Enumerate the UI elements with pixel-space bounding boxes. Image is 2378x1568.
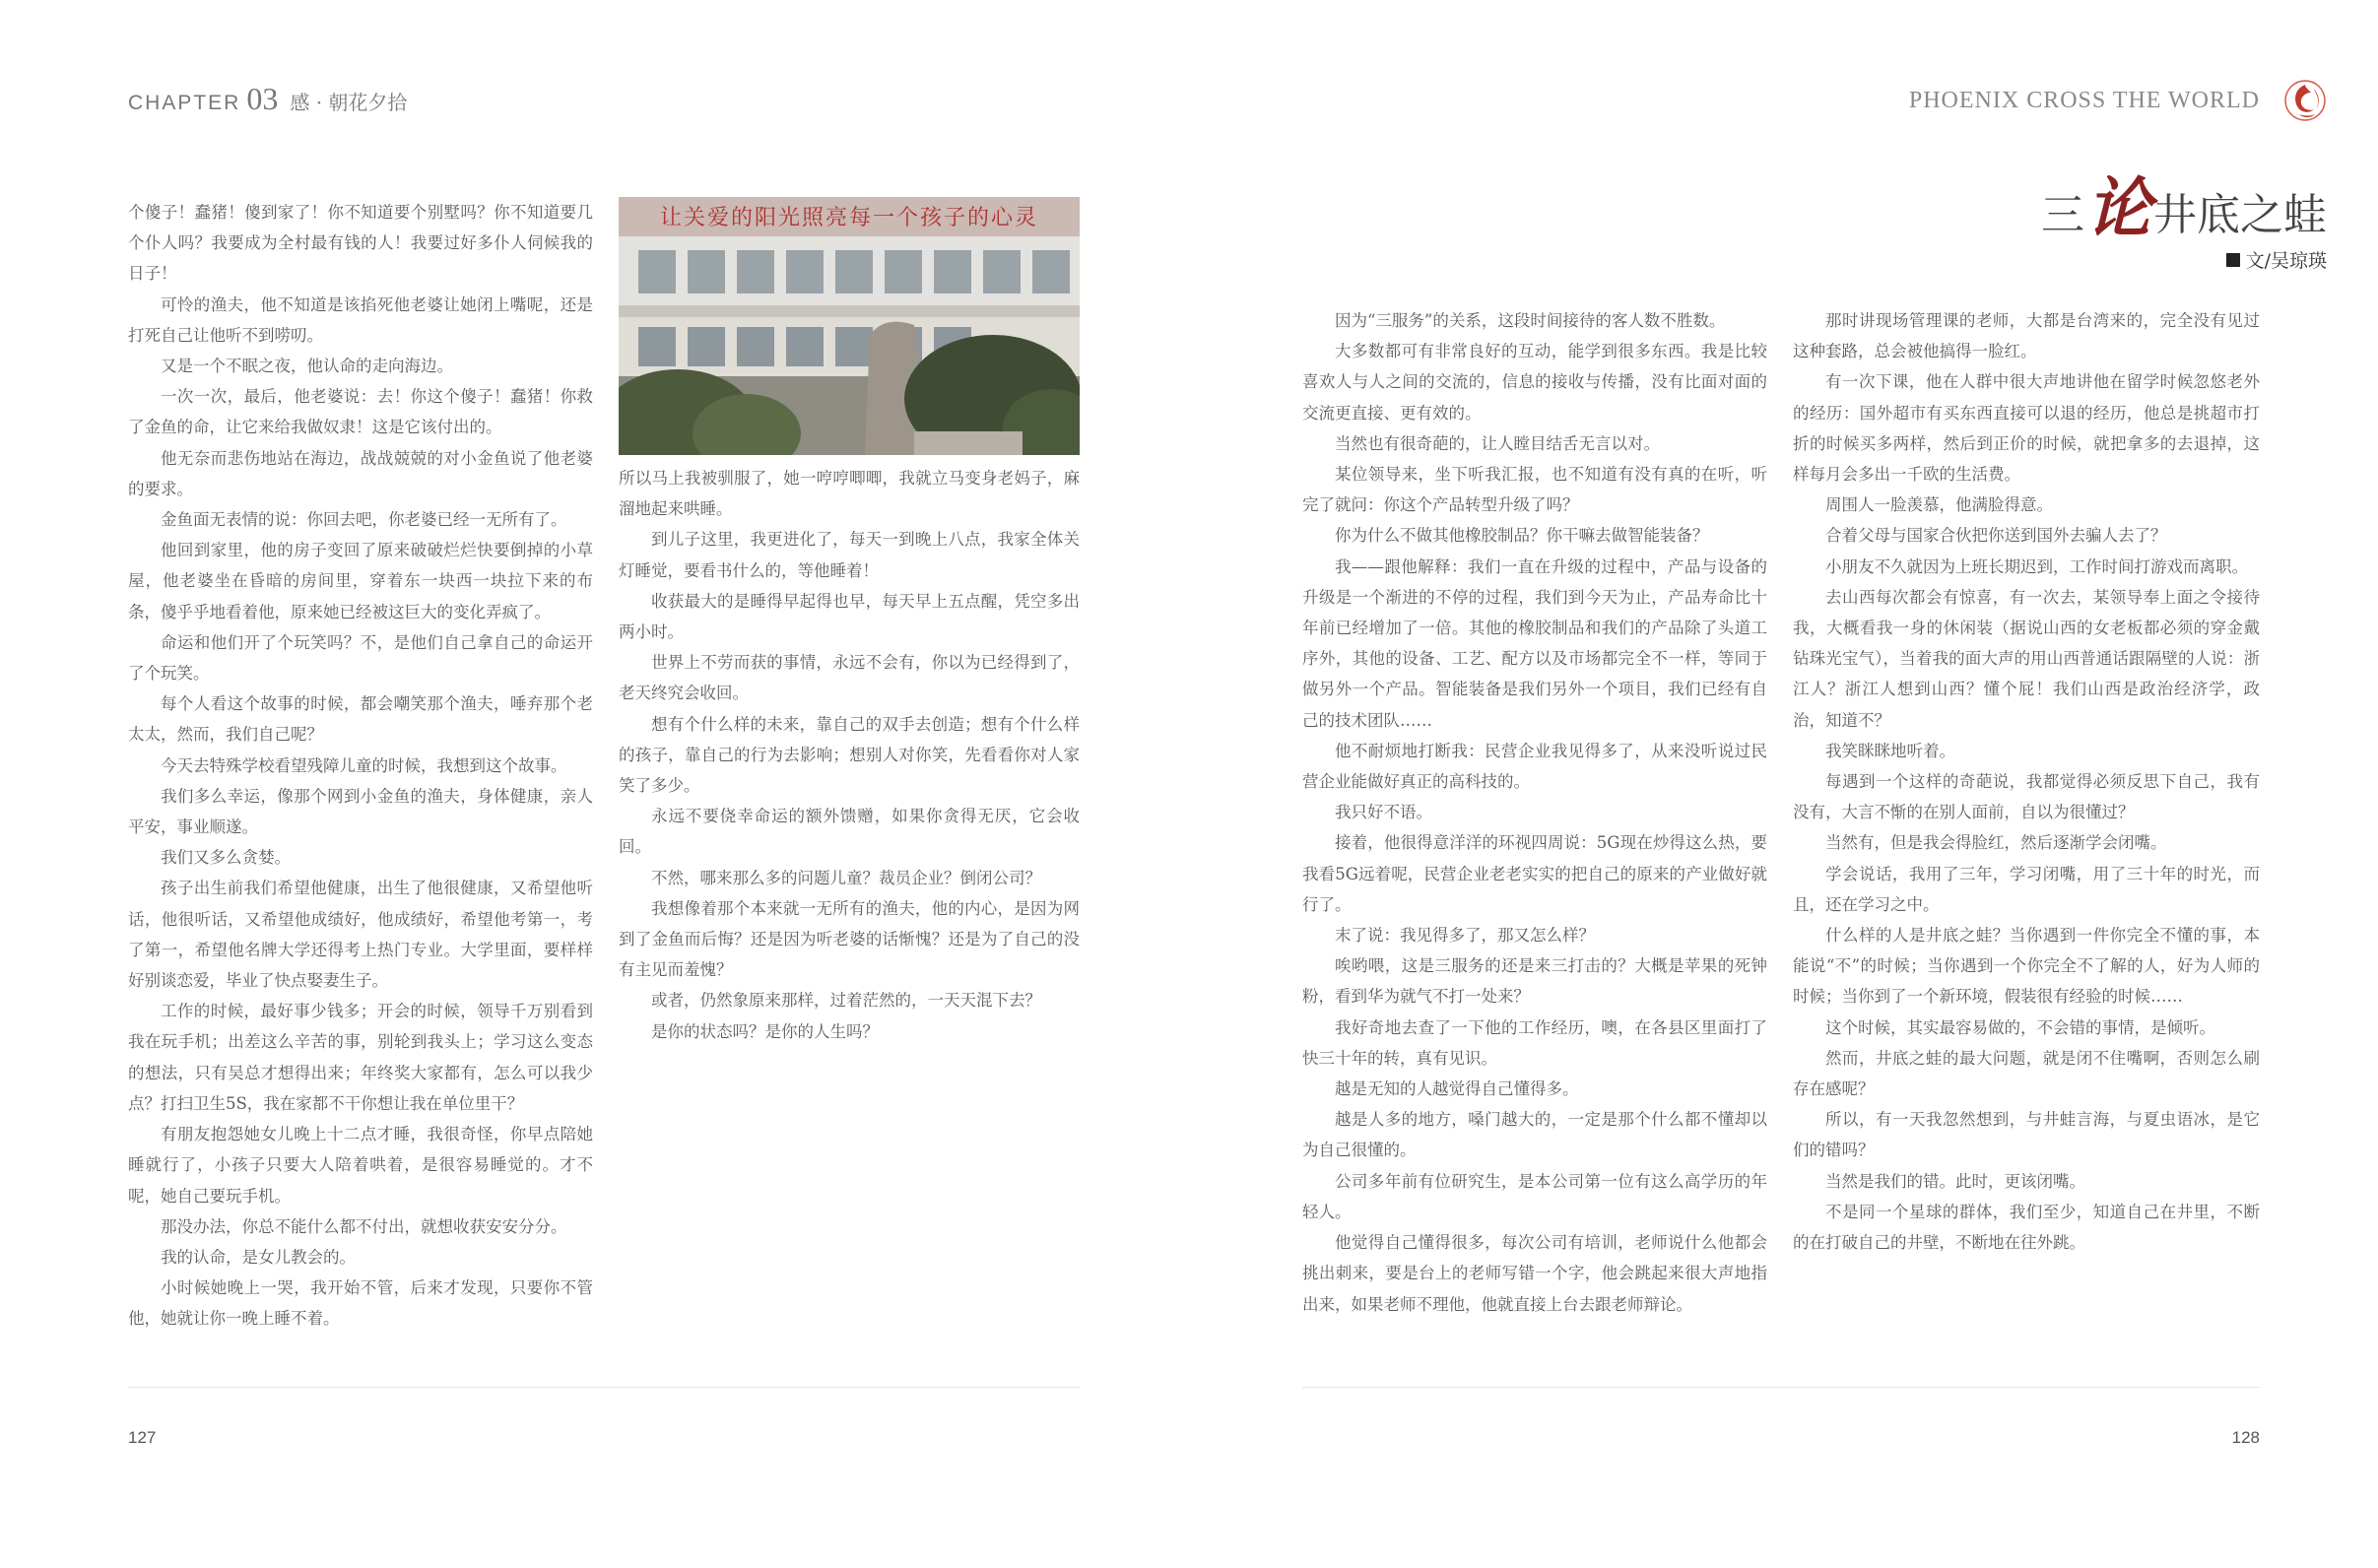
paragraph: 一次一次，最后，他老婆说：去！你这个傻子！蠢猪！你救了金鱼的命，让它来给我做奴隶！这是它该付出的。 <box>128 387 593 437</box>
paragraph: 末了说：我见得多了，那又怎么样？ <box>1335 926 1595 946</box>
paragraph: 你为什么不做其他橡胶制品？你干嘛去做智能装备？ <box>1335 526 1709 546</box>
paragraph: 小朋友不久就因为上班长期迟到，工作时间打游戏而离职。 <box>1825 556 2248 576</box>
paragraph: 因为“三服务”的关系，这段时间接待的客人数不胜数。 <box>1335 311 1726 330</box>
title-part-3: 井底之蛙 <box>2153 190 2327 240</box>
brand-text: PHOENIX CROSS THE WORLD <box>1908 87 2260 113</box>
paragraph: 每个人看这个故事的时候，都会嘲笑那个渔夫，唾弃那个老太太，然而，我们自己呢？ <box>128 694 593 745</box>
right-column-1 <box>1302 305 1767 1320</box>
paragraph: 所以，有一天我忽然想到，与井蛙言海，与夏虫语冰，是它们的错吗？ <box>1793 1110 2260 1160</box>
paragraph: 到儿子这里，我更进化了，每天一到晚上八点，我家全体关灯睡觉，要看书什么的，等他睡着！ <box>619 530 1080 580</box>
paragraph: 永远不要侥幸命运的额外馈赠，如果你贪得无厌，它会收回。 <box>619 807 1080 857</box>
paragraph: 可怜的渔夫，他不知道是该掐死他老婆让她闭上嘴呢，还是打死自己让他听不到唠叨。 <box>128 294 593 345</box>
brand-header <box>1909 79 2327 122</box>
photo-banner-text: 让关爱的阳光照亮每一个孩子的心灵 <box>659 206 1039 230</box>
paragraph: 当然也有很奇葩的，让人瞠目结舌无言以对。 <box>1335 433 1660 453</box>
title-part-2: 论 <box>2086 169 2151 246</box>
paragraph: 收获最大的是睡得早起得也早，每天早上五点醒，凭空多出两小时。 <box>619 591 1080 642</box>
paragraph: 接着，他很得意洋洋的环视四周说：5G现在炒得这么热，要我看5G远着呢，民营企业老老实实的把自己的原来的产业做好就行了。 <box>1302 833 1767 914</box>
paragraph: 是你的状态吗？是你的人生吗？ <box>651 1021 879 1041</box>
paragraph: 越是人多的地方，嗓门越大的，一定是那个什么都不懂却以为自己很懂的。 <box>1302 1110 1767 1160</box>
paragraph: 越是无知的人越觉得自己懂得多。 <box>1335 1079 1579 1099</box>
paragraph: 周围人一脸羡慕，他满脸得意。 <box>1825 495 2053 515</box>
paragraph: 有朋友抱怨她女儿晚上十二点才睡，我很奇怪，你早点陪她睡就行了，小孩子只要大人陪着哄着，是很容易睡觉的。才不呢，她自己要玩手机。 <box>128 1125 593 1206</box>
byline-square-icon <box>2226 253 2240 267</box>
paragraph: 或者，仍然象原来那样，过着茫然的，一天天混下去？ <box>651 991 1041 1011</box>
paragraph: 我的认命，是女儿教会的。 <box>161 1247 356 1267</box>
paragraph: 命运和他们开了个玩笑吗？不，是他们自己拿自己的命运开了个玩笑。 <box>128 632 593 684</box>
right-page-number: 128 <box>2231 1428 2260 1447</box>
paragraph: 他觉得自己懂得很多，每次公司有培训，老师说什么他都会挑出刺来，要是台上的老师写错一个字，他会跳起来很大声地指出来，如果老师不理他，他就直接上台去跟老师辩论。 <box>1302 1233 1767 1314</box>
right-footer-divider <box>1302 1387 2260 1388</box>
title-part-1: 三 <box>2041 190 2084 240</box>
left-column-1 <box>128 197 593 1335</box>
paragraph: 去山西每次都会有惊喜，有一次去，某领导奉上面之令接待我，大概看我一身的休闲装（据说山西的女老板都必须的穿金戴钻珠光宝气），当着我的面大声的用山西普通话跟隔壁的人说：浙江人？浙江人想到山西？懂个屁！我们山西是政治经济学，政治，知道不？ <box>1793 587 2260 730</box>
left-column-2 <box>619 463 1080 1047</box>
paragraph: 什么样的人是井底之蛙？当你遇到一件你完全不懂的事，本能说“不”的时候；当你遇到一个你完全不了解的人，好为人师的时候；当你到了一个新环境，假装很有经验的时候…… <box>1793 926 2260 1007</box>
paragraph: 合着父母与国家合伙把你送到国外去骗人去了？ <box>1825 526 2167 546</box>
chapter-number: 03 <box>246 81 279 116</box>
left-page-number: 127 <box>128 1428 157 1447</box>
phoenix-logo-icon <box>2283 79 2327 122</box>
chapter-title: 感 · 朝花夕拾 <box>290 91 408 114</box>
chapter-header <box>128 81 407 120</box>
right-page <box>1189 0 2378 1568</box>
paragraph: 所以马上我被驯服了，她一哼哼唧唧，我就立马变身老妈子，麻溜地起来哄睡。 <box>619 469 1080 519</box>
paragraph: 又是一个不眠之夜，他认命的走向海边。 <box>161 357 453 376</box>
paragraph: 唉哟喂，这是三服务的还是来三打击的？大概是苹果的死钟粉，看到华为就气不打一处来？ <box>1302 956 1767 1007</box>
paragraph: 学会说话，我用了三年，学习闭嘴，用了三十年的时光，而且，还在学习之中。 <box>1793 864 2260 914</box>
byline <box>2226 246 2327 273</box>
paragraph: 这个时候，其实最容易做的，不会错的事情，是倾听。 <box>1825 1017 2215 1037</box>
paragraph: 他无奈而悲伤地站在海边，战战兢兢的对小金鱼说了他老婆的要求。 <box>128 448 593 498</box>
paragraph: 每遇到一个这样的奇葩说，我都觉得必须反思下自己，我有没有，大言不惭的在别人面前，自以为很懂过？ <box>1793 772 2260 822</box>
paragraph: 那时讲现场管理课的老师，大都是台湾来的，完全没有见过这种套路，总会被他搞得一脸红。 <box>1793 311 2260 361</box>
chapter-word: CHAPTER <box>128 92 241 114</box>
paragraph: 我只好不语。 <box>1335 803 1432 822</box>
paragraph: 我——跟他解释：我们一直在升级的过程中，产品与设备的升级是一个渐进的不停的过程，我们到今天为止，产品寿命比十年前已经增加了一倍。其他的橡胶制品和我们的产品除了头道工序外，其他的设备、工艺、配方以及市场都完全不一样，等同于做另外一个产品。智能装备是我们另外一个项目，我们已经有自己的技术团队…… <box>1302 556 1767 730</box>
paragraph: 我想像着那个本来就一无所有的渔夫，他的内心，是因为网到了金鱼而后悔？还是因为听老婆的话惭愧？还是为了自己的没有主见而羞愧？ <box>619 898 1080 980</box>
article-title <box>2041 169 2327 246</box>
paragraph: 然而，井底之蛙的最大问题，就是闭不住嘴啊，否则怎么刷存在感呢？ <box>1793 1048 2260 1099</box>
paragraph: 我们多么幸运，像那个网到小金鱼的渔夫，身体健康，亲人平安，事业顺遂。 <box>128 786 593 837</box>
school-photo <box>619 197 1080 455</box>
paragraph: 想有个什么样的未来，靠自己的双手去创造；想有个什么样的孩子，靠自己的行为去影响；想别人对你笑，先看看你对人家笑了多少。 <box>619 714 1080 796</box>
paragraph: 他回到家里，他的房子变回了原来破破烂烂快要倒掉的小草屋，他老婆坐在昏暗的房间里，穿着东一块西一块拉下来的布条，傻乎乎地看着他，原来她已经被这巨大的变化弄疯了。 <box>128 541 593 621</box>
paragraph: 不是同一个星球的群体，我们至少，知道自己在井里，不断的在打破自己的井壁，不断地在往外跳。 <box>1793 1202 2260 1253</box>
paragraph: 他不耐烦地打断我：民营企业我见得多了，从来没听说过民营企业能做好真正的高科技的。 <box>1302 741 1767 792</box>
paragraph: 个傻子！蠢猪！傻到家了！你不知道要个别墅吗？你不知道要几个仆人吗？我要成为全村最有钱的人！我要过好多仆人伺候我的日子！ <box>128 203 593 284</box>
paragraph: 某位领导来，坐下听我汇报，也不知道有没有真的在听，听完了就问：你这个产品转型升级了吗？ <box>1302 465 1767 515</box>
paragraph: 孩子出生前我们希望他健康，出生了他很健康，又希望他听话，他很听话，又希望他成绩好，他成绩好，希望他考第一，考了第一，希望他名牌大学还得考上热门专业。大学里面，要样样好别谈恋爱，毕业了快点娶妻生子。 <box>128 879 593 991</box>
paragraph: 世界上不劳而获的事情，永远不会有，你以为已经得到了，老天终究会收回。 <box>619 653 1080 703</box>
paragraph: 工作的时候，最好事少钱多；开会的时候，领导千万别看到我在玩手机；出差这么辛苦的事，别轮到我头上；学习这么变态的想法，只有吴总才想得出来；年终奖大家都有，怎么可以我少点？打扫卫生5S，我在家都不干你想让我在单位里干？ <box>128 1002 593 1113</box>
paragraph: 大多数都可有非常良好的互动，能学到很多东西。我是比较喜欢人与人之间的交流的，信息的接收与传播，没有比面对面的交流更直接、更有效的。 <box>1302 342 1767 423</box>
paragraph: 我好奇地去查了一下他的工作经历，噢，在各县区里面打了快三十年的转，真有见识。 <box>1302 1017 1767 1068</box>
paragraph: 当然是我们的错。此时，更该闭嘴。 <box>1825 1171 2085 1191</box>
paragraph: 我笑眯眯地听着。 <box>1825 741 1955 760</box>
school-building-image <box>619 197 1080 455</box>
paragraph: 有一次下课，他在人群中很大声地讲他在留学时候忽悠老外的经历：国外超市有买东西直接可以退的经历，他总是挑超市打折的时候买多两样，然后到正价的时候，就把拿多的去退掉，这样每月会多出一千欧的生活费。 <box>1793 372 2260 485</box>
paragraph: 当然有，但是我会得脸红，然后逐渐学会闭嘴。 <box>1825 833 2167 853</box>
paragraph: 不然，哪来那么多的问题儿童？裁员企业？倒闭公司？ <box>651 868 1041 887</box>
paragraph: 金鱼面无表情的说：你回去吧，你老婆已经一无所有了。 <box>161 510 567 530</box>
paragraph: 今天去特殊学校看望残障儿童的时候，我想到这个故事。 <box>161 755 567 775</box>
right-column-2 <box>1793 305 2260 1258</box>
left-footer-divider <box>128 1387 1080 1388</box>
paragraph: 那没办法，你总不能什么都不付出，就想收获安安分分。 <box>161 1216 567 1236</box>
paragraph: 我们又多么贪婪。 <box>161 848 291 868</box>
paragraph: 公司多年前有位研究生，是本公司第一位有这么高学历的年轻人。 <box>1302 1171 1767 1221</box>
paragraph: 小时候她晚上一哭，我开始不管，后来才发现，只要你不管他，她就让你一晚上睡不着。 <box>128 1278 593 1329</box>
byline-text: 文/吴琼瑛 <box>2245 250 2327 272</box>
